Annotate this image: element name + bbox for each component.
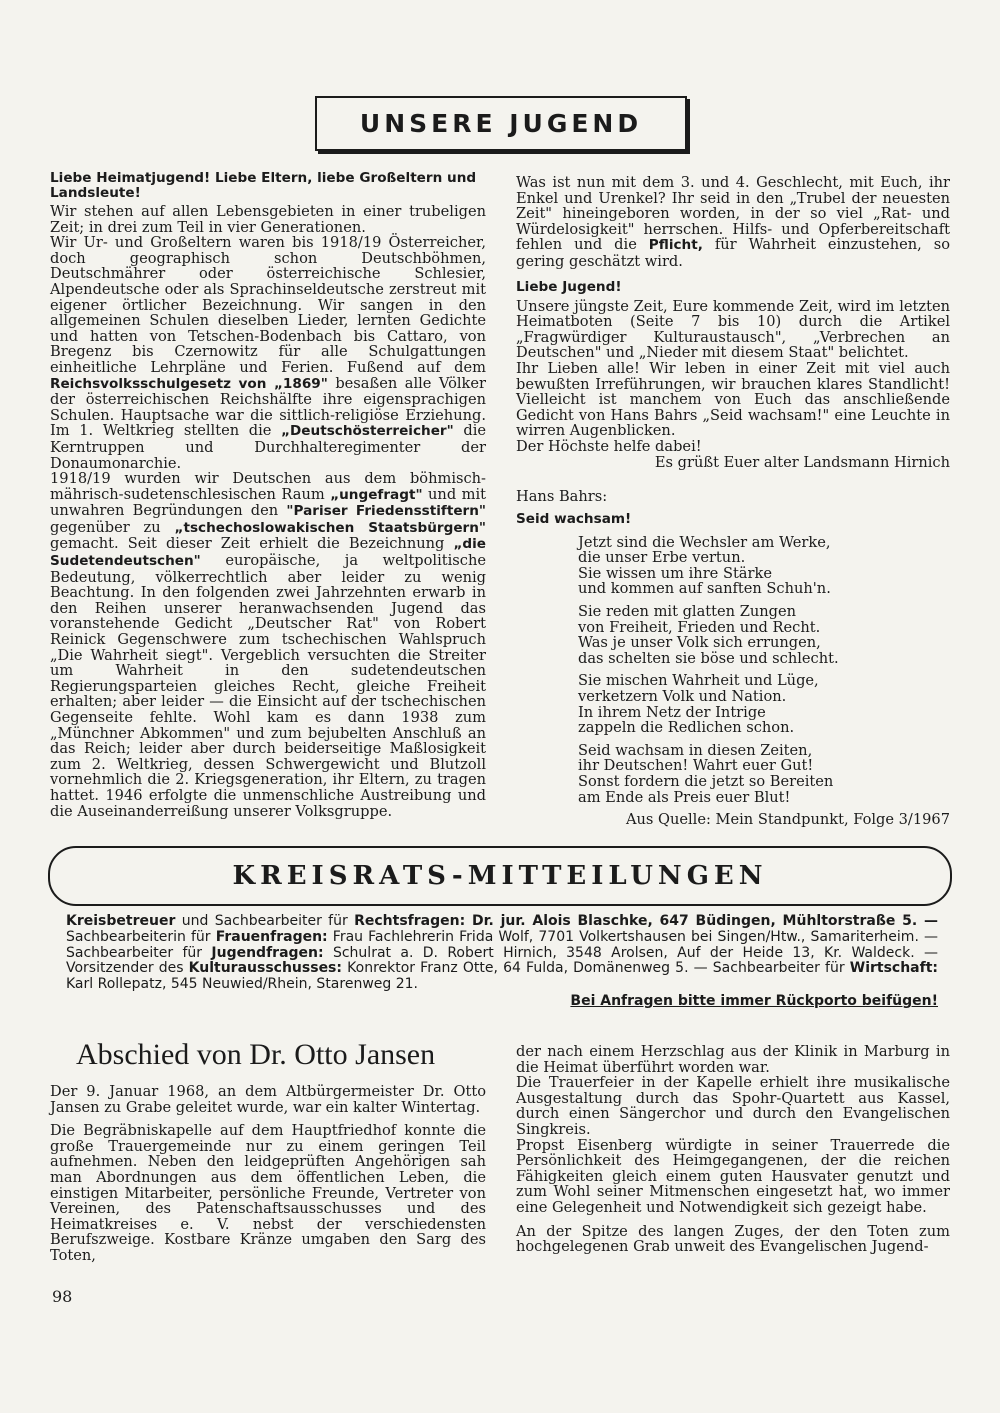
poem-stanza [578, 673, 950, 735]
paragraph: Die Begräbniskapelle auf dem Hauptfriedhof konnte die große Trauergemeinde nur zu einem geringen Teil aufnehmen. Neben den leidgeprüften Angehörigen sah man Abordnungen aus dem öffentlichen Leben, die einstigen Mitarbeiter, persönliche Freunde, Vertreter von Vereinen, des Patenschaftsausschusses und des Heimatkreises e. V. nebst der verschiedensten Berufszweige. Kostbare Kränze umgaben den Sarg des Toten, [50, 1122, 486, 1264]
obituary-left-column [50, 1084, 486, 1264]
poem-stanza [578, 743, 950, 805]
paragraph: Die Trauerfeier in der Kapelle erhielt ihre musikalische Ausgestaltung durch das Spohr-Quartett aus Kassel, durch einen Sängerchor und durch den Evangelischen Singkreis. [516, 1074, 950, 1138]
paragraph: Wir stehen auf allen Lebensgebieten in einer trubeligen Zeit; in drei zum Teil in vier Generationen. [50, 203, 486, 236]
paragraph: Unsere jüngste Zeit, Eure kommende Zeit, wird im letzten Heimatboten (Seite 7 bis 10) durch die Artikel „Fragwürdiger Kulturaustausch", „Verbrechen an Deutschen" und „Nieder mit diesem Staat" belichtet. [516, 297, 950, 362]
poem-line: Sonst fordern die jetzt so Bereiten [578, 773, 834, 790]
poem-line: Sie wissen um ihre Stärke [578, 564, 772, 582]
poem [578, 535, 950, 806]
poem-line: die unser Erbe vertun. [578, 549, 746, 567]
poem-source: Aus Quelle: Mein Standpunkt, Folge 3/1967 [625, 811, 950, 829]
poem-line: verketzern Volk und Nation. [578, 688, 787, 706]
paragraph: Was ist nun mit dem 3. und 4. Geschlecht, mit Euch, ihr Enkel und Urenkel? Ihr seid in den „Trubel der neuesten Zeit" hineingeboren worden, in der so viel „Rat- und Würdelosigkeit" herrschen. Hilfs- und Opferbereitschaft fehlen und die Pflicht, für Wahrheit einzustehen, so gering geschätzt wird. [516, 174, 950, 270]
poem-line: Sie mischen Wahrheit und Lüge, [578, 672, 819, 690]
poem-line: ihr Deutschen! Wahrt euer Gut! [578, 757, 814, 775]
poem-stanza [578, 535, 950, 597]
kreisrats-banner [48, 846, 952, 906]
poem-line: Was je unser Volk sich errungen, [578, 634, 821, 652]
paragraph: Ihr Lieben alle! Wir leben in einer Zeit mit viel auch bewußten Irreführungen, wir brauchen klares Standlicht! Vielleicht ist manchem von Euch das anschließende Gedicht von Hans Bahrs „Seid wachsam!" eine Leuchte in wirren Augenblicken. [516, 359, 950, 440]
poem-line: am Ende als Preis euer Blut! [578, 788, 791, 806]
section-heading-text: UNSERE JUGEND [359, 109, 643, 138]
paragraph: Propst Eisenberg würdigte in seiner Trauerrede die Persönlichkeit des Heimgegangenen, der die reichen Fähigkeiten gleich einem guten Hausvater genutzt und zum Wohl seiner Mitmenschen eingesetzt hat, wo immer eine Gelegenheit und Notwendigkeit sich gezeigt habe. [516, 1136, 950, 1216]
obituary-right-column [516, 1044, 950, 1255]
paragraph: An der Spitze des langen Zuges, der den Toten zum hochgelegenen Grab unweit des Evangelischen Jugend- [516, 1222, 950, 1256]
paragraph: Der 9. Januar 1968, an dem Altbürgermeister Dr. Otto Jansen zu Grabe geleitet wurde, war ein kalter Wintertag. [50, 1083, 486, 1116]
paragraph: Der Höchste helfe dabei! [516, 437, 702, 455]
poem-line: Jetzt sind die Wechsler am Werke, [578, 533, 831, 551]
right-column [516, 175, 950, 828]
poem-line: Sie reden mit glatten Zungen [578, 603, 797, 621]
greeting-lead: Liebe Heimatjugend! Liebe Eltern, liebe Großeltern und Landsleute! [50, 170, 477, 201]
page-number: 98 [52, 1287, 73, 1306]
paragraph: der nach einem Herzschlag aus der Klinik in Marburg in die Heimat überführt worden war. [516, 1043, 950, 1076]
left-column [50, 171, 486, 819]
poem-author: Hans Bahrs: [516, 488, 608, 506]
poem-line: und kommen auf sanften Schuh'n. [578, 580, 831, 598]
poem-line: zappeln die Redlichen schon. [578, 719, 795, 737]
paragraph: Wir Ur- und Großeltern waren bis 1918/19 Österreicher, doch geographisch schon Deutschböhmen, Deutschmährer oder österreichische Schlesier, Alpendeutsche oder als Sprachinseldeutsche zerstreut mit eigener örtlicher Bezeichnung. Wir sangen in den allgemeinen Schulen dieselben Lieder, lernten Gedichte und hatten von Tetschen-Bodenbach bis Cattaro, von Bregenz bis Czernowitz für alle Schulgattungen einheitliche Lehrpläne und Ferien. Fußend auf dem Reichsvolksschulgesetz von „1869" besaßen alle Völker der österreichischen Reichshälfte ihre eigensprachigen Schulen. Hauptsache war die sittlich-religiöse Erziehung. Im 1. Weltkrieg stellten die „Deutschösterreicher" die Kerntruppen und Durchhalteregimenter der Donaumonarchie. [50, 234, 487, 472]
kreisrats-banner-text: KREISRATS-MITTEILUNGEN [232, 861, 768, 891]
paragraph: 1918/19 wurden wir Deutschen aus dem böhmisch-mährisch-sudetenschlesischen Raum „ungefragt" und mit unwahren Begründungen den "Pariser Friedensstiftern" gegenüber zu „tschechoslowakischen Staatsbürgern" gemacht. Seit dieser Zeit erhielt die Bezeichnung „die Sudetendeutschen" europäische, ja weltpolitische Bedeutung, völkerrechtlich aber leider zu wenig Beachtung. In den folgenden zwei Jahrzehnten erwarb in den Reihen unserer heranwachsenden Jugend das voranstehende Gedicht „Deutscher Rat" von Robert Reinick Gegenschwere zum tschechischen Wahlspruch „Die Wahrheit siegt". Vergeblich versuchten die Streiter um Wahrheit in den sudetendeutschen Regierungsparteien gleiches Recht, gleiche Freiheit erhalten; aber leider — die Einsicht auf der tschechischen Gegenseite fehlte. Wohl kam es dann 1938 zum „Münchner Abkommen" und zum bejubelten Anschluß an das Reich; leider aber durch beiderseitige Maßlosigkeit zum 2. Weltkrieg, dessen Schwergewicht und Blutzoll vornehmlich die 2. Kriegsgeneration, ihr Eltern, zu tragen hattet. 1946 erfolgte die unmenschliche Austreibung und die Auseinanderreißung unserer Volksgruppe. [50, 470, 487, 820]
rueckporto-note: Bei Anfragen bitte immer Rückporto beifügen! [570, 992, 938, 1009]
kreisrats-contacts: Kreisbetreuer und Sachbearbeiter für Rechtsfragen: Dr. jur. Alois Blaschke, 647 Büdingen, Mühltorstraße 5. — Sachbearbeiterin für Frauenfragen: Frau Fachlehrerin Frida Wolf, 7701 Volkertshausen bei Singen/Htw., Samariterheim. — Sachbearbeiter für Jugendfragen: Schulrat a. D. Robert Hirnich, 3548 Arolsen, Auf der Heide 13, Kr. Waldeck. — Vorsitzender des Kulturausschusses: Konrektor Franz Otte, 64 Fulda, Domänenweg 5. — Sachbearbeiter für Wirtschaft: Karl Rollepatz, 545 Neuwied/Rhein, Starenweg 21. Bei Anfragen bitte immer Rückporto beifügen! [66, 913, 939, 1009]
poem-line: In ihrem Netz der Intrige [578, 703, 766, 721]
poem-stanza [578, 604, 950, 666]
lead-liebe-jugend: Liebe Jugend! [516, 278, 622, 295]
section-heading-unsere-jugend [315, 96, 687, 151]
poem-line: das schelten sie böse und schlecht. [578, 649, 839, 667]
obituary-title: Abschied von Dr. Otto Jansen [76, 1038, 436, 1071]
signature: Es grüßt Euer alter Landsmann Hirnich [654, 453, 950, 471]
poem-title: Seid wachsam! [516, 510, 632, 527]
poem-line: von Freiheit, Frieden und Recht. [578, 618, 821, 636]
poem-line: Seid wachsam in diesen Zeiten, [578, 741, 813, 759]
